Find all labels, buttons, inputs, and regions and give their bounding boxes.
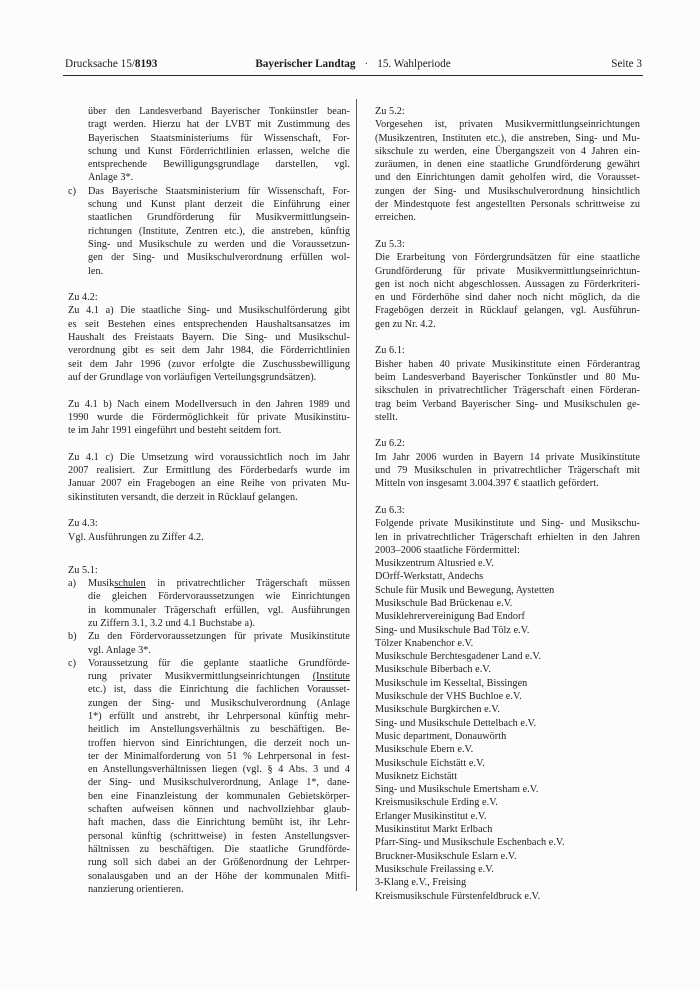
text-line: Zu 6.2: (375, 438, 405, 450)
text-line: Bayerischen Staatsministeriums für Wissenschaft, For- (88, 132, 350, 144)
text-line: zuräumen, in denen eine staatliche Grundförderung gewährt (375, 159, 640, 171)
paragraph-5-2 (375, 118, 640, 224)
text-line: schung und Kunst plant derzeit die Einführung einer (88, 199, 350, 211)
institution-list (375, 557, 640, 903)
text-line: len in privatrechtlicher Trägerschaft erhielten in den Jahren (375, 531, 640, 543)
text-line: Sing- und Musikschule zu werden und die Voraussetzun- (88, 238, 350, 250)
text-line: und den Einrichtungen damit geholfen wird, die Vorausset- (375, 172, 640, 184)
page-number: Seite 3 (611, 58, 642, 70)
document-number-prefix: Drucksache 15/ (65, 58, 135, 70)
text-line: 2003–2006 staatliche Fördermittel: (375, 544, 520, 556)
text-line: sikschulen in privatrechtlicher Trägerschaft einen Förderan- (375, 385, 640, 397)
list-item-c (68, 185, 350, 278)
list-marker: a) (68, 578, 77, 590)
text-line: zu Ziffern 3.1, 3.2 und 4.1 Buchstabe a). (88, 617, 256, 629)
text-line: etc.) ist, dass die Einrichtung die fachlichen Vorausset- (88, 684, 350, 696)
text-line: richtungen (Institute, Zentren etc.), die anstreben, künftig (88, 225, 350, 237)
text-line: Zu 5.1: (68, 564, 98, 576)
text-line: sikinstituten versandt, die derzeit in Rücklauf gelangen. (68, 491, 298, 503)
text-line: Musikschule der VHS Buchloe e.V. (375, 691, 522, 703)
document-number-bold: 8193 (134, 58, 158, 70)
text-line: verordnung gibt es seit dem Jahr 1984, die Förderrichtlinien (68, 345, 350, 357)
text-line: Erlanger Musikinstitut e.V. (375, 810, 487, 822)
text-line: 1990 wurde die Fördermöglichkeit für private Musikinstitu- (68, 411, 350, 423)
text-line: über den Landesverband Bayerischer Tonkünstler bean- (88, 106, 350, 117)
text-line: Tölzer Knabenchor e.V. (375, 637, 474, 649)
text-line: en und Förderhöhe sind daher noch nicht möglich, da die (375, 292, 640, 304)
paragraph-4-1-c (68, 451, 350, 504)
underlined-text: (Institute (312, 671, 350, 683)
text-line: Vorgesehen ist, privaten Musikvermittlungseinrichtungen (375, 119, 640, 131)
text-line: Sing- und Musikschule Bad Tölz e.V. (375, 624, 530, 636)
list-marker: c) (68, 657, 77, 669)
list-item-b (68, 630, 350, 657)
text-line: Zu 4.1 a) Die staatliche Sing- und Musikschulförderung gibt (68, 305, 350, 317)
text-line: Zu 4.3: (68, 518, 98, 530)
text-line: die gleichen Fördervoraussetzungen wie Einrichtungen (88, 591, 350, 603)
text-line: Musikschule Eichstätt e.V. (375, 757, 485, 769)
text-line: Haushalt des Freistaats Bayern. Die Sing- und Musikschul- (68, 332, 350, 344)
text-line: und 79 Musikschulen in privatrechtlicher Trägerschaft mit (375, 465, 640, 477)
text-line: Im Jahr 2006 wurden in Bayern 14 private Musikinstitute (375, 451, 640, 463)
text-line: gen ist noch nicht abgeschlossen. Aussagen zu Förderkriteri- (375, 278, 640, 290)
text-line: trag beim Verband Bayerischer Sing- und Musikschulen ge- (375, 398, 640, 410)
text-line: en Anstellungsverhältnissen liegen (vgl. § 4 Abs. 3 und 4 (88, 764, 350, 776)
list-marker: c) (68, 185, 77, 197)
text-segment: Musik (88, 578, 115, 590)
text-line: DOrff-Werkstatt, Andechs (375, 571, 484, 583)
text-line: stellt. (375, 411, 398, 423)
text-line: Bisher haben 40 private Musikinstitute einen Förderantrag (375, 358, 640, 370)
text-line: Grundförderung für private Musikvermittlungseinrichtun- (375, 265, 640, 277)
text-line: 2007 realisiert. Zur Ermittlung des Förderbedarfs wurde im (68, 465, 350, 477)
text-segment: in privatrechtlicher Trägerschaft müssen (145, 578, 350, 590)
text-line: (Musikzentren, Instituten etc.), die anstreben, Sing- und Mu- (375, 132, 640, 144)
text-line: ben eine Finanzleistung der kommunalen Gebietskörper- (88, 790, 350, 802)
text-line: 1*) erfüllt und anstrebt, ihr Lehrpersonal künftig mehr- (88, 711, 350, 722)
text-line: len. (88, 265, 104, 277)
column-divider-rule (356, 99, 357, 891)
text-line: Musikschule Burgkirchen e.V. (375, 704, 500, 716)
paragraph-5-3 (375, 251, 640, 331)
text-line: Musikschule im Kesseltal, Bissingen (375, 677, 528, 689)
section-heading-4-2 (68, 291, 350, 304)
text-line: seit dem Jahr 1996 (zuvor erfolgte die Zuschussbewilligung (68, 358, 350, 370)
text-line: Sing- und Musikschule Dettelbach e.V. (375, 717, 537, 729)
text-line: zungen der Sing- und Musikschulverordnung hinsichtlich (375, 185, 640, 197)
text-line: Schule für Musik und Bewegung, Aystetten (375, 584, 555, 596)
text-line: in kommunaler Trägerschaft erfüllen, vgl. Ausführungen (88, 604, 350, 616)
text-line: vgl. Anlage 3*. (88, 644, 151, 656)
text-line: Bruckner-Musikschule Eslarn e.V. (375, 850, 517, 862)
text-line: hältnissen zu beschäftigen. Die staatliche Grundförde- (88, 843, 350, 855)
text-line: erreichen. (375, 212, 416, 224)
text-line: schung und Kunst Förderrichtlinien erlassen, welche die (88, 145, 350, 157)
underlined-text: schulen (114, 578, 146, 590)
text-line (88, 577, 350, 590)
paragraph-6-2 (375, 451, 640, 491)
right-text-column (375, 105, 640, 903)
text-line: Vgl. Ausführungen zu Ziffer 4.2. (68, 531, 204, 543)
text-line: zungen der Sing- und Musikschulverordnung (Anlage (88, 697, 350, 709)
paragraph-4-1-b (68, 398, 350, 438)
text-line: Mitteln von insgesamt 3.004.397 € staatlich gefördert. (375, 478, 599, 490)
text-line: Anlage 3*. (88, 172, 134, 184)
list-item-c2 (68, 657, 350, 896)
text-line (88, 670, 350, 683)
text-line: Music department, Donauwörth (375, 730, 507, 742)
text-line: es seit Bestehen eines entsprechenden Haushaltsansatzes im (68, 318, 350, 330)
text-line: entsprechende Bewilligungsgrundlage darstellen, vgl. (88, 159, 350, 171)
text-line: Zu 4.1 c) Die Umsetzung wird voraussichtlich noch im Jahr (68, 451, 350, 463)
section-heading-6-3 (375, 504, 640, 517)
text-line: Fragebögen derzeit in Rücklauf gelangen, vgl. Ausführun- (375, 305, 640, 317)
text-line: troffen hiervon sind Einrichtungen, die derzeit noch un- (88, 737, 350, 749)
text-line: Zu 6.1: (375, 345, 405, 357)
document-number (65, 57, 157, 71)
text-line: Musikzentrum Altusried e.V. (375, 558, 494, 570)
list-marker: b) (68, 631, 77, 643)
text-line: Sing- und Musikschule Emertsham e.V. (375, 784, 539, 796)
paragraph-6-3 (375, 517, 640, 557)
legislative-period: 15. Wahlperiode (377, 58, 451, 70)
text-line: gen zu Nr. 4.2. (375, 318, 436, 330)
text-line: Zu 6.3: (375, 504, 405, 516)
text-line: personal künftig (schrittweise) in festen Anstellungsver- (88, 830, 350, 842)
text-line: Pfarr-Sing- und Musikschule Eschenbach e.V. (375, 837, 565, 849)
text-line: Das Bayerische Staatsministerium für Wissenschaft, For- (88, 185, 350, 197)
text-line: Kreismusikschule Fürstenfeldbruck e.V. (375, 890, 541, 902)
text-line: Voraussetzung für die geplante staatliche Grundförde- (88, 657, 350, 669)
text-line: Musiklehrervereinigung Bad Endorf (375, 611, 525, 623)
text-line: schaften aufweisen können und nachvollziehbar glaub- (88, 804, 350, 816)
text-line: Kreismusikschule Erding e.V. (375, 797, 498, 809)
text-segment: rung privater Musikvermittlungseinrichtungen (88, 671, 313, 683)
text-line: Musikschule Ebern e.V. (375, 744, 474, 756)
text-line: Zu 5.2: (375, 106, 405, 117)
list-item-a (68, 577, 350, 630)
text-line: Musikschule Berchtesgadener Land e.V. (375, 651, 542, 663)
left-text-column (68, 105, 350, 896)
section-heading-5-3 (375, 238, 640, 251)
text-line: tragt werden. Hierzu hat der LVBT mit Zustimmung des (88, 119, 350, 131)
text-line: Musikinstitut Markt Erlbach (375, 824, 493, 836)
text-line: sonalausgaben und an der Höhe der kommunalen Mitfi- (88, 870, 350, 882)
section-heading-5-2 (375, 105, 640, 118)
text-line: rung soll sich dabei an der Größenordnung der Lehrper- (88, 857, 350, 869)
paragraph-4-1-a (68, 304, 350, 384)
text-line: ter der Minimalforderung von 51 % Lehrpersonal in fest- (88, 750, 350, 762)
text-line: te im Jahr 1991 eingeführt und besteht seitdem fort. (68, 425, 282, 437)
text-line: Zu den Fördervoraussetzungen für private Musikinstitute (88, 631, 350, 643)
text-line: heitlich im Anstellungsverhältnis zu beschäftigen. Be- (88, 724, 350, 736)
text-line: Musikschule Bad Brückenau e.V. (375, 597, 513, 609)
parliament-name: Bayerischer Landtag (255, 58, 356, 70)
section-heading-6-1 (375, 344, 640, 357)
text-line: auf der Grundlage von vorläufigen Verteilungsgrundsätzen). (68, 371, 317, 383)
section-heading-6-2 (375, 437, 640, 450)
text-line: Januar 2007 ein Fragebogen an eine Reihe von privaten Mu- (68, 478, 350, 490)
section-heading-5-1 (68, 564, 350, 577)
text-line: Zu 5.3: (375, 238, 405, 250)
text-line: Die Erarbeitung von Fördergrundsätzen für eine staatliche (375, 252, 640, 264)
section-heading-4-3 (68, 517, 350, 530)
paragraph-6-1 (375, 358, 640, 424)
text-line: Zu 4.2: (68, 292, 98, 304)
text-line: Musikschule Freilassing e.V. (375, 863, 494, 875)
text-line: sikschule zu werden, eine Übergangszeit von 4 Jahren ein- (375, 145, 640, 157)
text-line: haft machen, dass die Einrichtung bemüht ist, ihr Lehr- (88, 817, 350, 829)
text-line: Folgende private Musikinstitute und Sing- und Musikschu- (375, 518, 640, 530)
text-line: nanzierung orientieren. (88, 883, 184, 895)
text-line: der Mindestquote fest angestellten Personals schrittweise zu (375, 199, 640, 211)
text-line: staatlichen Grundförderung für Musikvermittlungsein- (88, 212, 350, 224)
text-line: Musiknetz Eichstätt (375, 770, 458, 782)
text-line: Zu 4.1 b) Nach einem Modellversuch in den Jahren 1989 und (68, 398, 350, 410)
paragraph-4-3 (68, 531, 350, 544)
text-line: Musikschule Biberbach e.V. (375, 664, 491, 676)
text-line: gen der Sing- und Musikschulverordnung erfüllen wol- (88, 252, 350, 264)
text-line: beim Landesverband Bayerischer Tonkünstler und 80 Mu- (375, 371, 640, 383)
header-separator-dot: · (364, 58, 369, 70)
paragraph-continuation (68, 105, 350, 185)
text-line: der Sing- und Musikschulverordnung, Anlage 1*, dane- (88, 777, 350, 789)
text-line: 3-Klang e.V., Freising (375, 877, 467, 889)
page-header (63, 57, 643, 76)
